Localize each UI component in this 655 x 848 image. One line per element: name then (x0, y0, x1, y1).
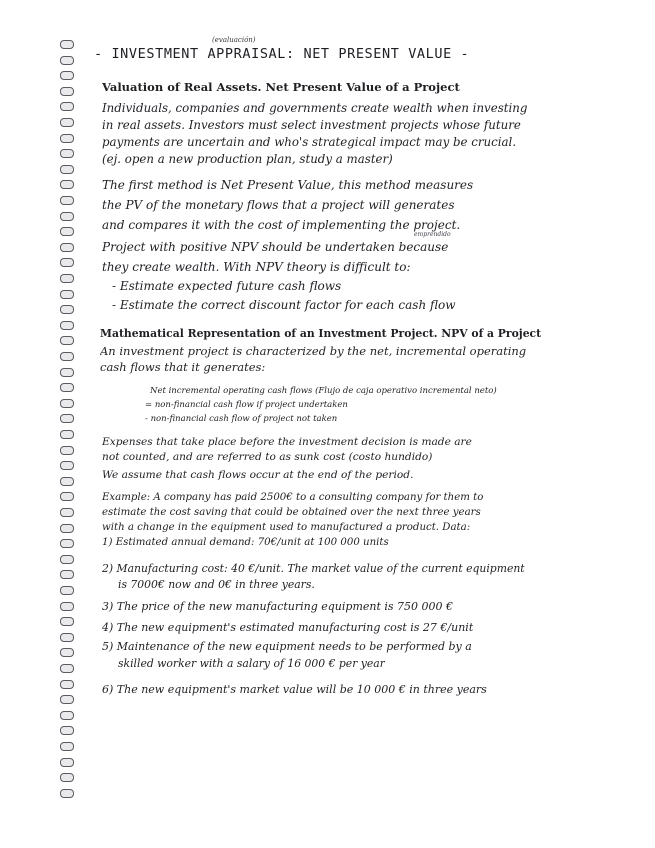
binding-ring (60, 399, 74, 408)
section2-heading: Mathematical Representation of an Investment Project. NPV of a Project (100, 327, 542, 340)
binding-ring (60, 134, 74, 143)
binding-ring (60, 321, 74, 330)
binding-ring (60, 212, 74, 221)
section2-intro-line: cash flows that it generates: (100, 360, 266, 374)
binding-ring (60, 555, 74, 564)
section1-bullet: - Estimate expected future cash flows (112, 279, 342, 293)
binding-ring (60, 570, 74, 579)
binding-ring (60, 524, 74, 533)
binding-ring (60, 243, 74, 252)
formula-line: = non-financial cash flow if project undertaken (145, 400, 348, 410)
binding-ring (60, 352, 74, 361)
binding-ring (60, 742, 74, 751)
body-line: We assume that cash flows occur at the end of the period. (102, 469, 414, 481)
binding-ring (60, 430, 74, 439)
section2-intro-line: An investment project is characterized by the net, incremental operating (100, 344, 527, 358)
binding-ring (60, 602, 74, 611)
binding-ring (60, 414, 74, 423)
formula-line: Net incremental operating cash flows (Flujo de caja operativo incremental neto) (150, 386, 497, 396)
body-line: not counted, and are referred to as sunk cost (costo hundido) (102, 451, 433, 463)
binding-ring (60, 711, 74, 720)
binding-ring (60, 258, 74, 267)
body-line: Example: A company has paid 2500€ to a consulting company for them to (102, 492, 484, 503)
binding-ring (60, 477, 74, 486)
binding-ring (60, 87, 74, 96)
body-line: estimate the cost saving that could be obtained over the next three years (102, 507, 481, 518)
binding-ring (60, 118, 74, 127)
spiral-binding (60, 40, 74, 810)
binding-ring (60, 102, 74, 111)
section1-line: they create wealth. With NPV theory is difficult to: (102, 260, 411, 274)
binding-ring (60, 586, 74, 595)
margin-annotation: emprendido (414, 231, 451, 238)
binding-ring (60, 648, 74, 657)
binding-ring (60, 180, 74, 189)
section1-line: the PV of the monetary flows that a project will generates (102, 198, 455, 212)
binding-ring (60, 56, 74, 65)
section1-line: payments are uncertain and who's strategical impact may be crucial. (102, 135, 517, 149)
title-block (94, 36, 594, 72)
section1-line: Project with positive NPV should be undertaken because (102, 240, 449, 254)
binding-ring (60, 789, 74, 798)
section1-bullet: - Estimate the correct discount factor for each cash flow (112, 298, 456, 312)
section1-heading: Valuation of Real Assets. Net Present Value of a Project (102, 80, 460, 94)
binding-ring (60, 274, 74, 283)
binding-ring (60, 40, 74, 49)
section1-line: and compares it with the cost of implementing the project. (102, 218, 461, 232)
binding-ring (60, 149, 74, 158)
body-line: with a change in the equipment used to manufactured a product. Data: (102, 522, 471, 533)
binding-ring (60, 773, 74, 782)
page-title: - INVESTMENT APPRAISAL: NET PRESENT VALUE - (94, 46, 470, 62)
binding-ring (60, 368, 74, 377)
body-line: Expenses that take place before the investment decision is made are (102, 436, 472, 448)
binding-ring (60, 758, 74, 767)
formula-line: - non-financial cash flow of project not taken (145, 414, 338, 424)
binding-ring (60, 71, 74, 80)
data-item: 6) The new equipment's market value will be 10 000 € in three years (102, 683, 487, 696)
binding-ring (60, 383, 74, 392)
binding-ring (60, 446, 74, 455)
data-item-continued: skilled worker with a salary of 16 000 € per year (118, 657, 385, 670)
section1-line: in real assets. Investors must select investment projects whose future (102, 118, 521, 132)
title-annotation: (evaluación) (212, 36, 256, 44)
binding-ring (60, 726, 74, 735)
data-item-continued: is 7000€ now and 0€ in three years. (118, 578, 315, 591)
binding-ring (60, 165, 74, 174)
binding-ring (60, 680, 74, 689)
binding-ring (60, 305, 74, 314)
binding-ring (60, 633, 74, 642)
data-item: 1) Estimated annual demand: 70€/unit at 100 000 units (102, 537, 389, 548)
binding-ring (60, 664, 74, 673)
data-item: 3) The price of the new manufacturing equipment is 750 000 € (102, 600, 454, 613)
binding-ring (60, 290, 74, 299)
data-item: 4) The new equipment's estimated manufacturing cost is 27 €/unit (102, 621, 474, 634)
binding-ring (60, 461, 74, 470)
binding-ring (60, 617, 74, 626)
binding-ring (60, 695, 74, 704)
binding-ring (60, 336, 74, 345)
binding-ring (60, 227, 74, 236)
section1-line: The first method is Net Present Value, this method measures (102, 178, 474, 192)
data-item: 5) Maintenance of the new equipment needs to be performed by a (102, 640, 472, 653)
binding-ring (60, 508, 74, 517)
binding-ring (60, 196, 74, 205)
section1-line: Individuals, companies and governments create wealth when investing (102, 101, 528, 115)
binding-ring (60, 492, 74, 501)
section1-line: (ej. open a new production plan, study a master) (102, 152, 393, 166)
binding-ring (60, 539, 74, 548)
data-item: 2) Manufacturing cost: 40 €/unit. The market value of the current equipment (102, 562, 525, 575)
